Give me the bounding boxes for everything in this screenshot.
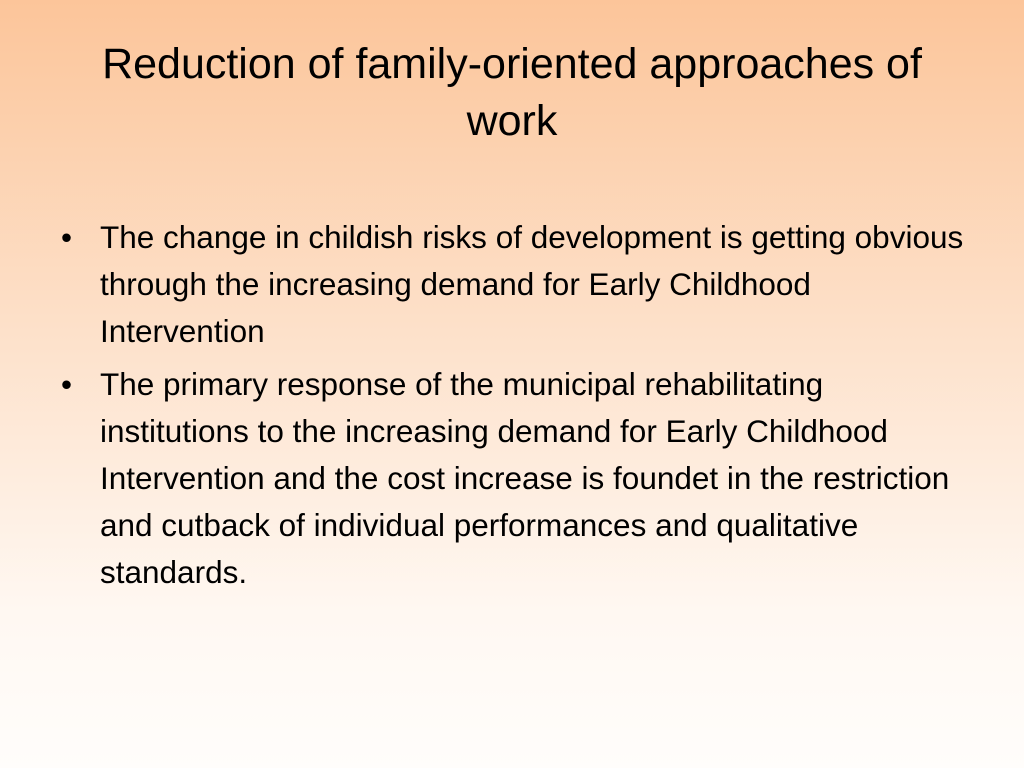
- bullet-item: [58, 214, 978, 355]
- bullet-icon: •: [61, 219, 73, 255]
- bullet-list: [58, 214, 978, 602]
- bullet-item: [58, 361, 978, 596]
- bullet-text: The primary response of the municipal rehabilitating institutions to the increasing demand for Early Childhood Intervention and the cost increase is foundet in the restriction and cutback of individual performances and qualitative standards.: [100, 366, 950, 590]
- bullet-icon: •: [61, 366, 73, 402]
- slide-title: Reduction of family-oriented approaches of work: [102, 40, 922, 145]
- bullet-text: The change in childish risks of development is getting obvious through the increasing demand for Early Childhood Intervention: [100, 219, 964, 349]
